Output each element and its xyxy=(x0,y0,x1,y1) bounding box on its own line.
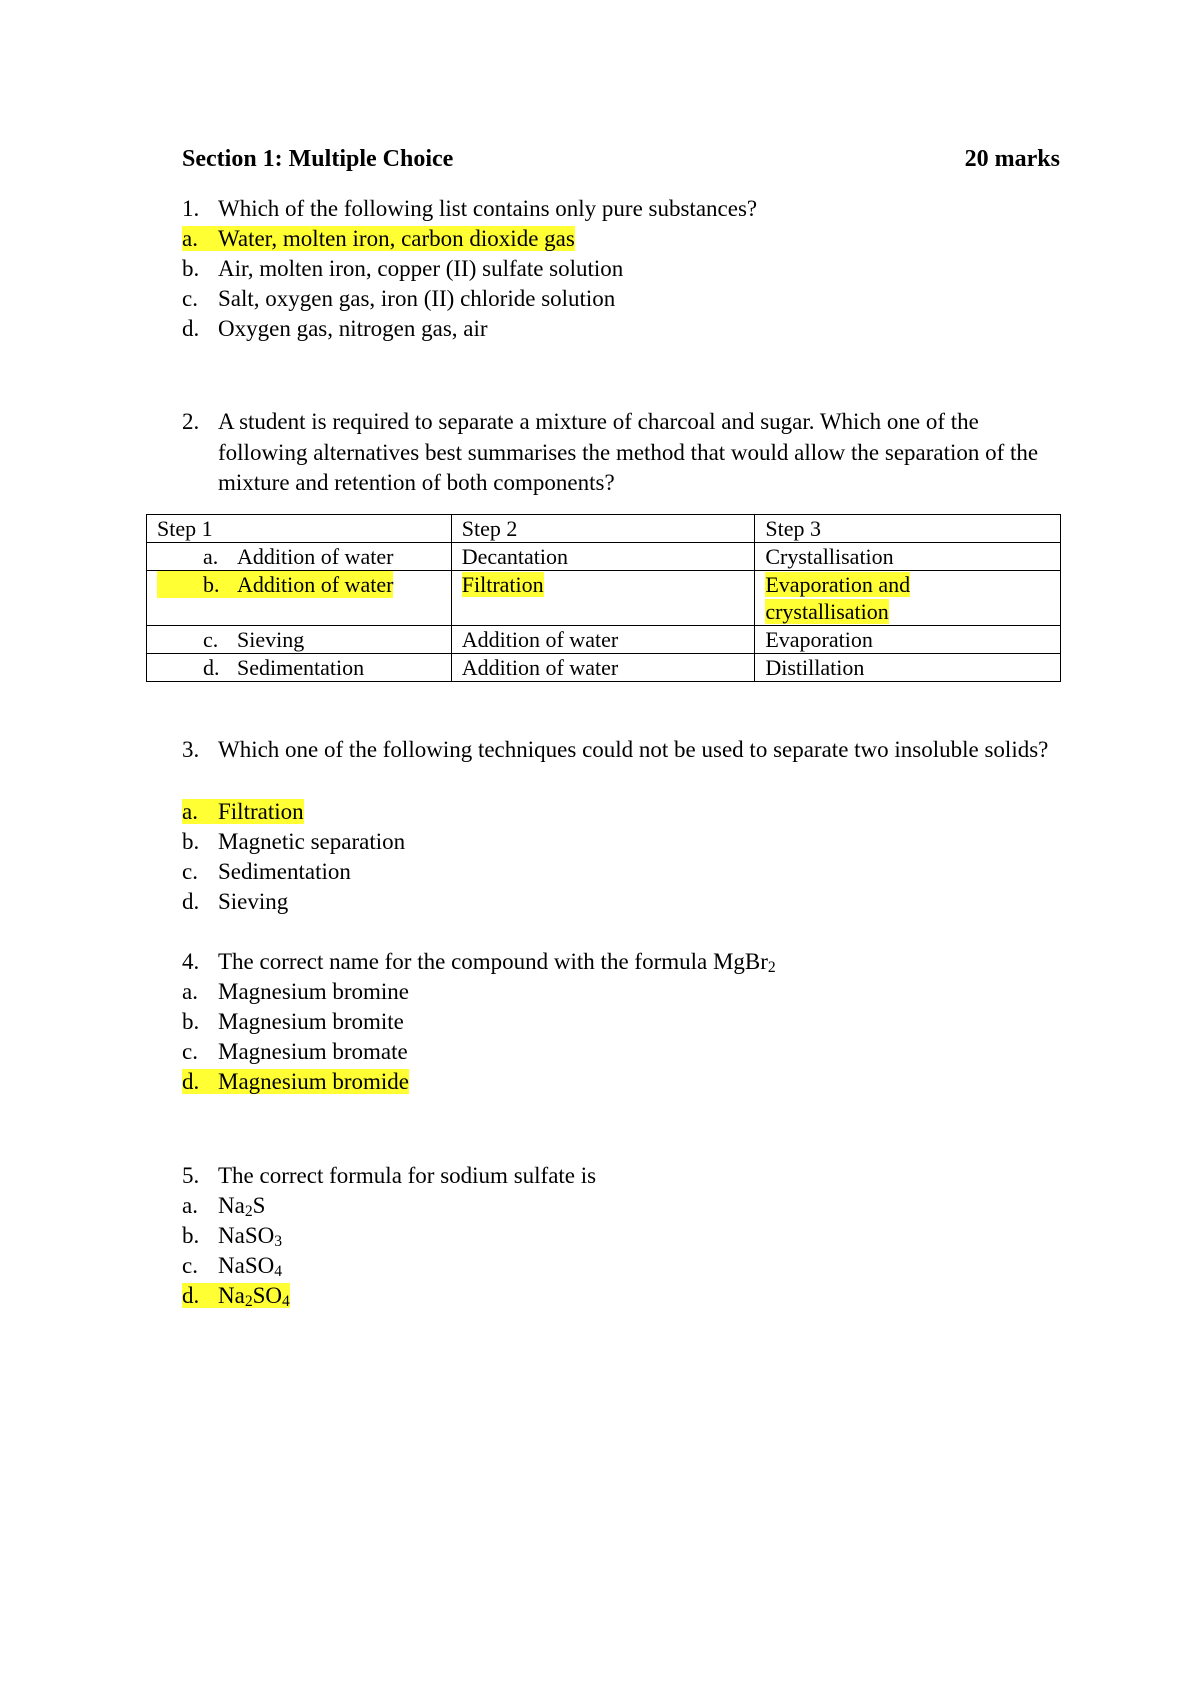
header-step-3: Step 3 xyxy=(755,515,1061,543)
formula-part: S xyxy=(252,1193,266,1218)
question-3 xyxy=(182,735,1062,766)
header-step-2: Step 2 xyxy=(451,515,755,543)
section-heading xyxy=(182,146,1060,173)
q4-option-c xyxy=(182,1037,408,1067)
option-label: a. xyxy=(182,226,198,251)
cell-step-3-line-2: crystallisation xyxy=(765,599,889,624)
table-row-d xyxy=(147,654,1061,682)
option-text: Filtration xyxy=(218,799,304,824)
q1-option-b xyxy=(182,254,623,284)
option-text: Magnesium bromine xyxy=(218,979,409,1004)
table-row-c xyxy=(147,626,1061,654)
formula-subscript: 4 xyxy=(274,1262,283,1280)
q5-option-d xyxy=(182,1281,290,1311)
formula-part: NaSO xyxy=(218,1223,275,1248)
table-row-b xyxy=(147,571,1061,626)
question-number: 1. xyxy=(182,196,200,221)
option-text: Air, molten iron, copper (II) sulfate solution xyxy=(218,256,624,281)
question-text: Which one of the following techniques could not be used to separate two insoluble solids? xyxy=(218,737,1049,762)
question-text: The correct name for the compound with the formula MgBr xyxy=(218,949,768,974)
cell-step-3: Evaporation xyxy=(755,626,1061,654)
option-label: c. xyxy=(182,286,198,311)
cell-step-1: Addition of water xyxy=(237,544,394,569)
cell-step-2: Decantation xyxy=(451,543,755,571)
formula-subscript: 3 xyxy=(274,1232,283,1250)
q3-option-d xyxy=(182,887,288,917)
option-label: c. xyxy=(182,859,198,884)
row-label: c. xyxy=(203,627,219,652)
cell-step-2: Addition of water xyxy=(451,654,755,682)
cell-step-2: Filtration xyxy=(461,572,544,597)
question-2 xyxy=(182,407,1062,499)
row-label: a. xyxy=(203,544,219,569)
formula-part: Na xyxy=(218,1283,245,1308)
option-label: b. xyxy=(182,256,200,281)
cell-step-1: Addition of water xyxy=(237,572,394,597)
question-1 xyxy=(182,194,757,224)
option-label: d. xyxy=(182,1069,200,1094)
question-number: 5. xyxy=(182,1163,200,1188)
q4-option-a xyxy=(182,977,409,1007)
formula-subscript: 2 xyxy=(244,1202,253,1220)
formula-subscript: 2 xyxy=(244,1292,253,1310)
question-4 xyxy=(182,947,776,977)
cell-step-1: Sieving xyxy=(237,627,305,652)
option-text: Oxygen gas, nitrogen gas, air xyxy=(218,316,488,341)
step-table xyxy=(146,514,1061,682)
row-label: b. xyxy=(203,572,220,597)
option-label: a. xyxy=(182,799,198,824)
option-text: Sieving xyxy=(218,889,289,914)
q1-option-a xyxy=(182,224,575,254)
option-text: Magnetic separation xyxy=(218,829,406,854)
q5-option-c xyxy=(182,1251,282,1281)
q5-option-b xyxy=(182,1221,282,1251)
question-number: 4. xyxy=(182,949,200,974)
question-text: Which of the following list contains only pure substances? xyxy=(218,196,758,221)
cell-step-2: Addition of water xyxy=(451,626,755,654)
table-row-a xyxy=(147,543,1061,571)
option-label: a. xyxy=(182,1193,198,1218)
formula-subscript: 4 xyxy=(282,1292,290,1310)
section-marks: 20 marks xyxy=(964,146,1060,172)
option-text: Magnesium bromate xyxy=(218,1039,408,1064)
option-label: b. xyxy=(182,1009,200,1034)
q4-option-d xyxy=(182,1067,409,1097)
cell-step-3: Distillation xyxy=(755,654,1061,682)
q3-option-a xyxy=(182,797,304,827)
option-text: Magnesium bromite xyxy=(218,1009,404,1034)
table-header-row xyxy=(147,515,1061,543)
question-number: 2. xyxy=(182,409,200,434)
option-label: c. xyxy=(182,1253,198,1278)
formula-subscript: 2 xyxy=(767,958,776,976)
question-text: A student is required to separate a mixture of charcoal and sugar. Which one of the following alternatives best summarises the method that would allow the separation of the mixture and retention of both components? xyxy=(218,409,1039,495)
option-label: c. xyxy=(182,1039,198,1064)
q4-option-b xyxy=(182,1007,404,1037)
q1-option-c xyxy=(182,284,615,314)
question-number: 3. xyxy=(182,737,200,762)
cell-step-1: Sedimentation xyxy=(237,655,365,680)
option-label: a. xyxy=(182,979,198,1004)
option-label: d. xyxy=(182,316,200,341)
formula-part: NaSO xyxy=(218,1253,275,1278)
header-step-1: Step 1 xyxy=(147,515,452,543)
question-5 xyxy=(182,1161,596,1191)
q3-option-b xyxy=(182,827,405,857)
cell-step-3-line-1: Evaporation and xyxy=(765,572,911,597)
formula-part: SO xyxy=(252,1283,283,1308)
option-label: d. xyxy=(182,1283,200,1308)
row-label: d. xyxy=(203,655,220,680)
option-text: Sedimentation xyxy=(218,859,351,884)
q5-option-a xyxy=(182,1191,265,1221)
q1-option-d xyxy=(182,314,488,344)
question-text: The correct formula for sodium sulfate is xyxy=(218,1163,597,1188)
formula-part: Na xyxy=(218,1193,245,1218)
option-label: d. xyxy=(182,889,200,914)
section-title: Section 1: Multiple Choice xyxy=(182,146,454,172)
q3-option-c xyxy=(182,857,351,887)
option-label: b. xyxy=(182,829,200,854)
option-text: Water, molten iron, carbon dioxide gas xyxy=(218,226,575,251)
option-label: b. xyxy=(182,1223,200,1248)
option-text: Magnesium bromide xyxy=(218,1069,409,1094)
option-text: Salt, oxygen gas, iron (II) chloride solution xyxy=(218,286,616,311)
cell-step-3: Crystallisation xyxy=(755,543,1061,571)
